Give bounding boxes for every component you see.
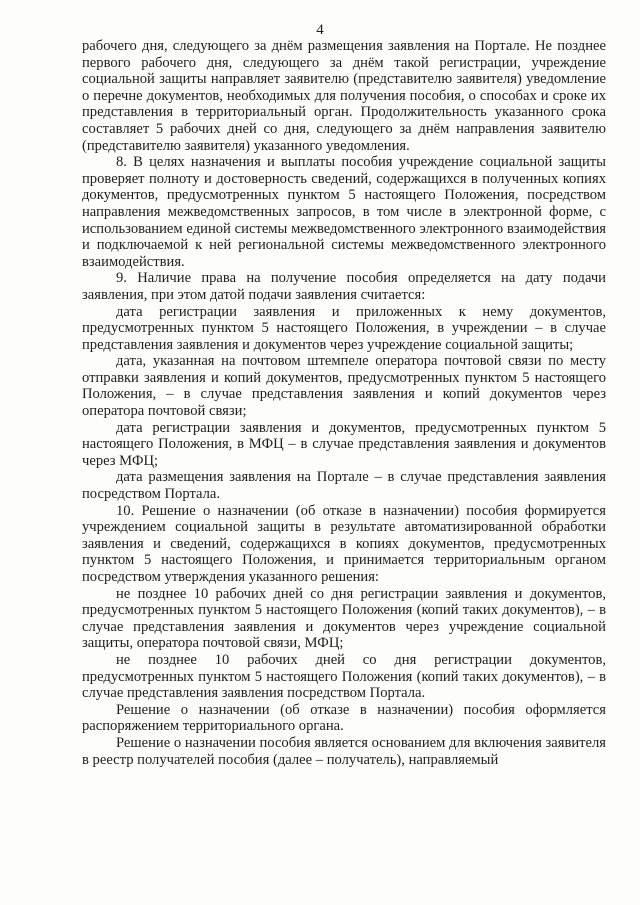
page-number: 4 — [316, 22, 324, 38]
paragraph-deadline-portal: не позднее 10 рабочих дней со дня регистрации документов, предусмотренных пунктом 5 настоящего Положения (копий таких документов), – в случае представления заявления посредством Портала. — [82, 651, 606, 702]
paragraph-submission-date-portal: дата размещения заявления на Портале – в случае представления заявления посредством Портала. — [82, 469, 606, 503]
document-body — [82, 38, 606, 768]
paragraph-deadline-offline: не позднее 10 рабочих дней со дня регистрации заявления и документов, предусмотренных пунктом 5 настоящего Положения (копий таких документов), – в случае представления заявления и документов через учреждение социальной защиты, оператора почтовой связи, МФЦ; — [82, 585, 606, 652]
paragraph-decision-order: Решение о назначении (об отказе в назначении) пособия оформляется распоряжением территориального органа. — [82, 701, 606, 735]
paragraph-submission-date-mfc: дата регистрации заявления и документов, предусмотренных пунктом 5 настоящего Положения, в МФЦ – в случае представления заявления и документов через МФЦ; — [82, 419, 606, 469]
paragraph-submission-date-post: дата, указанная на почтовом штемпеле оператора почтовой связи по месту отправки заявления и копий документов, предусмотренных пунктом 5 настоящего Положения, – в случае представления заявления и копий документов через оператора почтовой связи; — [82, 353, 606, 420]
paragraph-decision-registry: Решение о назначении пособия является основанием для включения заявителя в реестр получателей пособия (далее – получатель), направляемый — [82, 734, 606, 768]
paragraph-item-10: 10. Решение о назначении (об отказе в назначении) пособия формируется учреждением социальной защиты в результате автоматизированной обработки заявления и сведений, содержащихся в копиях документов, предусмотренных пунктом 5 настоящего Положения, и принимается территориальным органом посредством утверждения указанного решения: — [82, 502, 606, 585]
paragraph-continuation: рабочего дня, следующего за днём размещения заявления на Портале. Не позднее первого рабочего дня, следующего за днём такой регистрации, учреждение социальной защиты направляет заявителю (представителю заявителя) уведомление о перечне документов, необходимых для получения пособия, о способах и сроке их представления в территориальный орган. Продолжительность указанного срока составляет 5 рабочих дней со дня, следующего за днём направления заявителю (представителю заявителя) указанного уведомления. — [82, 38, 606, 154]
paragraph-item-8: 8. В целях назначения и выплаты пособия учреждение социальной защиты проверяет полноту и достоверность сведений, содержащихся в полученных копиях документов, предусмотренных пунктом 5 настоящего Положения, посредством направления межведомственных запросов, в том числе в электронной форме, с использованием единой системы межведомственного электронного взаимодействия и подключаемой к ней региональной системы межведомственного электронного взаимодействия. — [82, 154, 606, 270]
paragraph-item-9: 9. Наличие права на получение пособия определяется на дату подачи заявления, при этом датой подачи заявления считается: — [82, 270, 606, 303]
paragraph-submission-date-institution: дата регистрации заявления и приложенных к нему документов, предусмотренных пунктом 5 настоящего Положения, в учреждении – в случае представления заявления и документов через учреждение социальной защиты; — [82, 303, 606, 353]
